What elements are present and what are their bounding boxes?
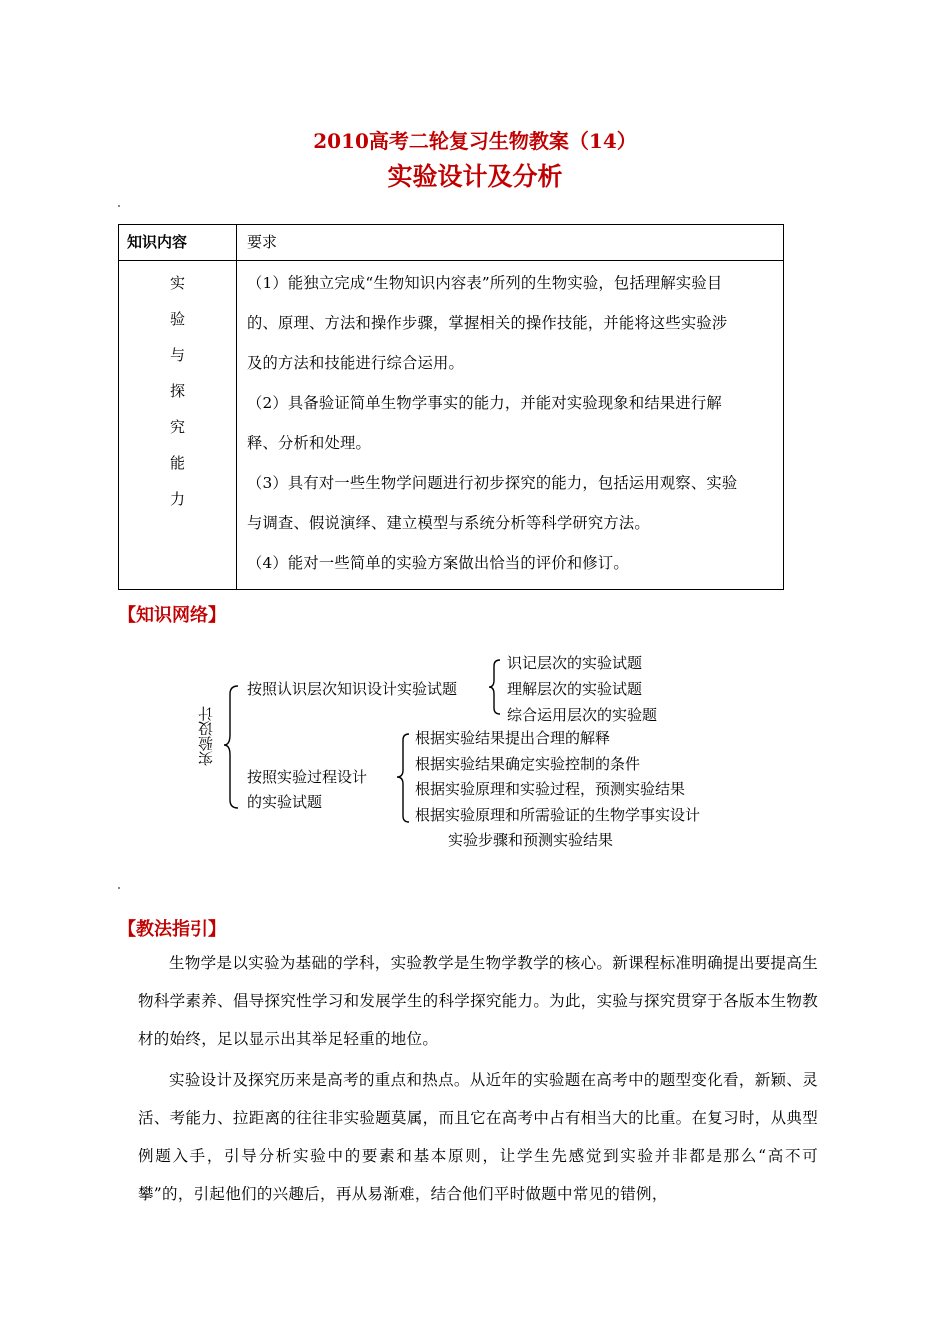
topic-char: 与 [169, 346, 185, 364]
branch1-brace [489, 660, 500, 714]
doc-subtitle: 实验设计及分析 [387, 162, 563, 191]
topic-char: 验 [169, 310, 185, 328]
requirement-line: （3）具有对一些生物学问题进行初步探究的能力，包括运用观察、实验 [247, 474, 738, 492]
branch2-brace [397, 734, 409, 822]
paragraph: 实验设计及探究历来是高考的重点和热点。从近年的实验题在高考中的题型变化看，新颖、灵活、考能力、拉距离的往往非实验题莫属，而且它在高考中占有相当大的比重。在复习时，从典型例题入手，引导分析实验中的要素和基本原则，让学生先感觉到实验并非都是那么“高不可攀”的，引起他们的兴趣后，再从易渐难，结合他们平时做题中常见的错例， [138, 1071, 818, 1203]
branch1-label: 按照认识层次知识设计实验试题 [247, 680, 458, 698]
requirement-line: 的、原理、方法和操作步骤，掌握相关的操作技能，并能将这些实验涉 [247, 314, 728, 332]
branch2-item: 根据实验结果确定实验控制的条件 [415, 755, 641, 773]
col-header-requirement: 要求 [237, 225, 784, 261]
requirements-cell [237, 261, 784, 590]
scan-dot [118, 205, 120, 207]
branch2-label: 的实验试题 [247, 793, 323, 811]
branch2-item: 根据实验原理和实验过程，预测实验结果 [415, 780, 686, 798]
knowledge-network-heading: 【知识网络】 [118, 605, 226, 626]
branch1-item: 理解层次的实验试题 [507, 680, 643, 698]
table-header-row [119, 225, 784, 261]
topic-char: 能 [169, 454, 185, 472]
branch2-label: 按照实验过程设计 [247, 768, 368, 786]
requirement-line: （2）具备验证简单生物学事实的能力，并能对实验现象和结果进行解 [247, 394, 722, 412]
requirement-line: 释、分析和处理。 [247, 434, 371, 452]
topic-char: 力 [169, 490, 185, 508]
branch2-item: 根据实验原理和所需验证的生物学事实设计 [415, 806, 701, 824]
topic-char: 究 [169, 418, 185, 436]
requirement-line: 及的方法和技能进行综合运用。 [247, 354, 464, 372]
table-row [119, 261, 784, 590]
branch1-item: 综合运用层次的实验题 [507, 706, 658, 724]
requirement-line: （4）能对一些简单的实验方案做出恰当的评价和修订。 [247, 554, 629, 572]
root-brace [224, 686, 238, 808]
branch2-item: 根据实验结果提出合理的解释 [415, 729, 611, 747]
topic-char: 探 [169, 382, 185, 400]
requirement-line: （1）能独立完成“生物知识内容表”所列的生物实验，包括理解实验目 [247, 274, 723, 292]
branch2-item-continuation: 实验步骤和预测实验结果 [448, 831, 614, 849]
requirement-line: 与调查、假说演绎、建立模型与系统分析等科学研究方法。 [247, 514, 650, 532]
network-root: 实验设计 [197, 706, 215, 766]
topic-cell [119, 261, 237, 590]
requirements-table [118, 224, 784, 590]
topic-char: 实 [169, 274, 185, 292]
col-header-knowledge: 知识内容 [119, 225, 237, 261]
paragraph: 生物学是以实验为基础的学科，实验教学是生物学教学的核心。新课程标准明确提出要提高生物科学素养、倡导探究性学习和发展学生的科学探究能力。为此，实验与探究贯穿于各版本生物教材的始终，足以显示出其举足轻重的地位。 [138, 954, 818, 1048]
doc-title: 2010高考二轮复习生物教案（14） [313, 129, 637, 153]
branch1-item: 识记层次的实验试题 [507, 654, 643, 672]
scan-dot [118, 887, 120, 889]
teaching-guide-heading: 【教法指引】 [118, 919, 226, 940]
